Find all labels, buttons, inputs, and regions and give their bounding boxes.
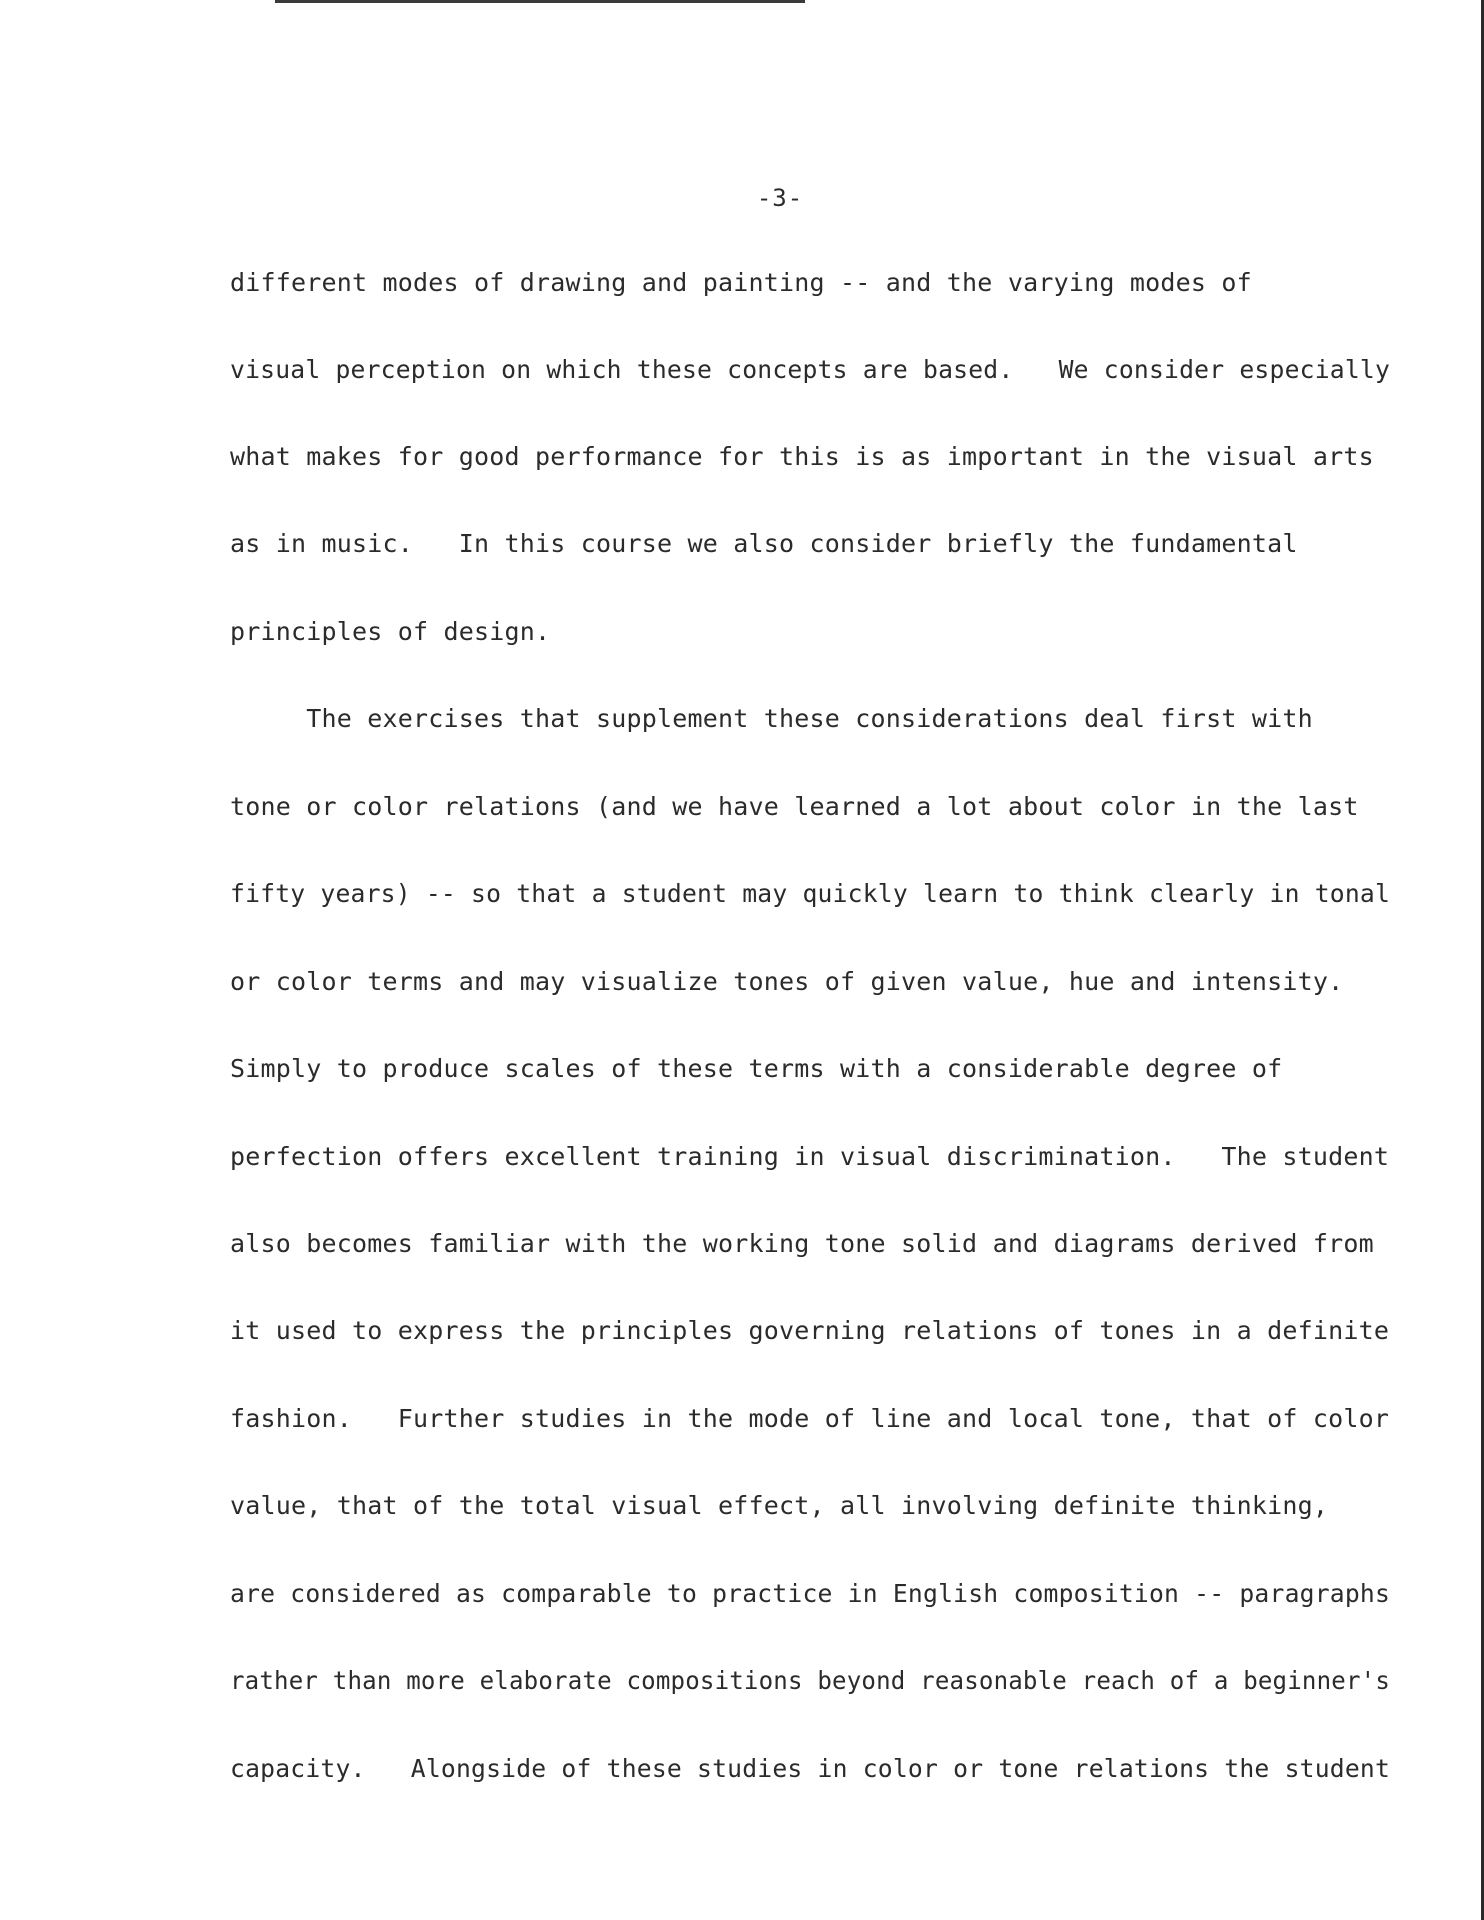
text-line: fifty years) -- so that a student may quickly learn to think clearly in tonal [230,879,1391,908]
text-line: principles of design. [230,617,551,646]
text-line: it used to express the principles governing relations of tones in a definite [230,1316,1390,1345]
text-line: different modes of drawing and painting -- and the varying modes of [230,268,1252,297]
text-line: value, that of the total visual effect, all involving definite thinking, [230,1491,1329,1520]
text-line: The exercises that supplement these considerations deal first with [230,704,1313,733]
top-rule [275,0,805,3]
text-line: perfection offers excellent training in visual discrimination. The student [230,1142,1390,1171]
text-line: also becomes familiar with the working tone solid and diagrams derived from [230,1229,1374,1258]
text-line: or color terms and may visualize tones of given value, hue and intensity. [230,967,1344,996]
text-line: what makes for good performance for this is as important in the visual arts [230,442,1374,471]
text-line: visual perception on which these concepts are based. We consider especially [230,355,1391,384]
page-number: -3- [756,184,804,212]
text-line: rather than more elaborate compositions beyond reasonable reach of a beginner's [230,1666,1391,1695]
text-line: tone or color relations (and we have learned a lot about color in the last [230,792,1359,821]
text-line: Simply to produce scales of these terms with a considerable degree of [230,1054,1283,1083]
text-line: as in music. In this course we also consider briefly the fundamental [230,529,1298,558]
text-line: fashion. Further studies in the mode of line and local tone, that of color [230,1404,1390,1433]
text-line: capacity. Alongside of these studies in color or tone relations the student [230,1754,1391,1783]
text-line: are considered as comparable to practice in English composition -- paragraphs [230,1579,1391,1608]
